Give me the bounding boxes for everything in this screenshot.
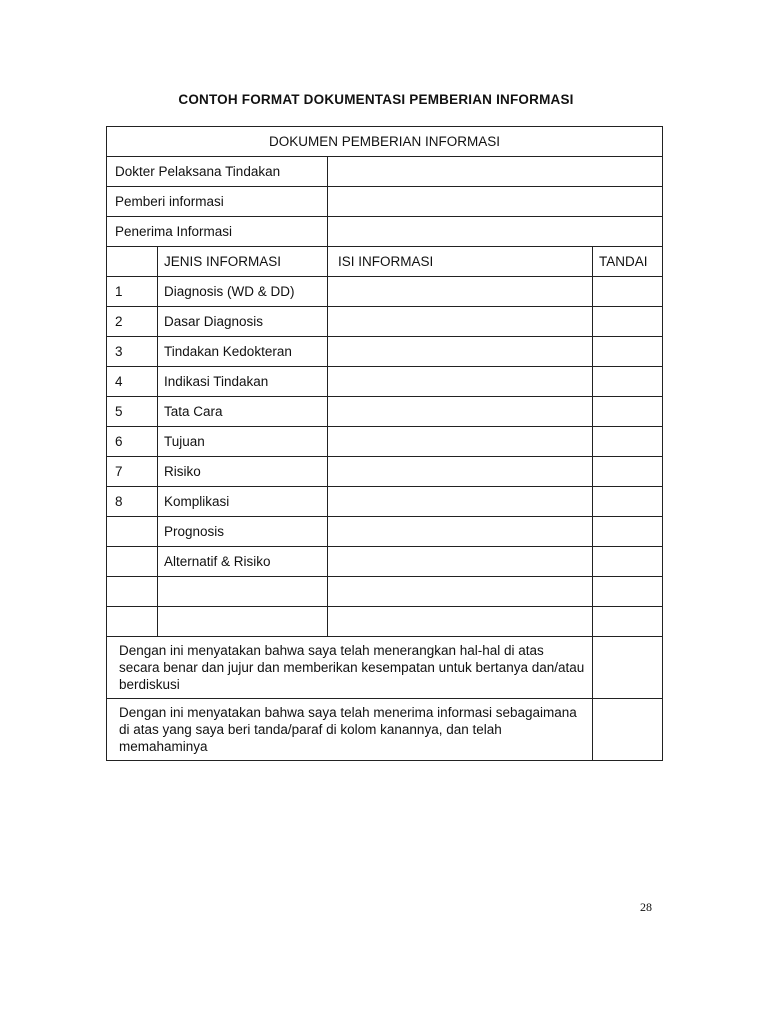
isi-informasi-field[interactable]	[328, 547, 593, 577]
info-value-field[interactable]	[328, 187, 663, 217]
tandai-cell[interactable]	[593, 337, 663, 367]
isi-informasi-field[interactable]	[328, 367, 593, 397]
tandai-cell[interactable]	[593, 577, 663, 607]
statement-text: Dengan ini menyatakan bahwa saya telah menerima informasi sebagaimana di atas yang saya beri tanda/paraf di kolom kanannya, dan telah memahaminya	[107, 699, 593, 761]
isi-informasi-field[interactable]	[328, 487, 593, 517]
info-value-field[interactable]	[328, 217, 663, 247]
info-value-field[interactable]	[328, 157, 663, 187]
item-number	[107, 547, 158, 577]
item-jenis: Risiko	[158, 457, 328, 487]
signature-cell[interactable]	[593, 637, 663, 699]
tandai-cell[interactable]	[593, 457, 663, 487]
isi-informasi-field[interactable]	[328, 397, 593, 427]
column-header-isi: ISI INFORMASI	[328, 247, 593, 277]
isi-informasi-field[interactable]	[328, 577, 593, 607]
item-number	[107, 517, 158, 547]
info-label: Penerima Informasi	[107, 217, 328, 247]
item-number: 8	[107, 487, 158, 517]
table-row	[107, 457, 663, 487]
item-jenis: Dasar Diagnosis	[158, 307, 328, 337]
isi-informasi-field[interactable]	[328, 607, 593, 637]
item-number: 2	[107, 307, 158, 337]
table-row	[107, 487, 663, 517]
item-number: 7	[107, 457, 158, 487]
item-number: 4	[107, 367, 158, 397]
tandai-cell[interactable]	[593, 517, 663, 547]
item-jenis: Tujuan	[158, 427, 328, 457]
column-header-no	[107, 247, 158, 277]
item-number: 5	[107, 397, 158, 427]
column-header-tanda: TANDAI	[593, 247, 663, 277]
table-row	[107, 607, 663, 637]
table-row	[107, 337, 663, 367]
tandai-cell[interactable]	[593, 277, 663, 307]
tandai-cell[interactable]	[593, 307, 663, 337]
item-number: 6	[107, 427, 158, 457]
statement-row	[107, 699, 663, 761]
item-number: 3	[107, 337, 158, 367]
table-row	[107, 397, 663, 427]
info-label: Dokter Pelaksana Tindakan	[107, 157, 328, 187]
page-number: 28	[640, 900, 652, 914]
table-heading: DOKUMEN PEMBERIAN INFORMASI	[107, 127, 663, 157]
isi-informasi-field[interactable]	[328, 337, 593, 367]
tandai-cell[interactable]	[593, 397, 663, 427]
item-jenis: Alternatif & Risiko	[158, 547, 328, 577]
item-jenis: Komplikasi	[158, 487, 328, 517]
info-row	[107, 157, 663, 187]
information-form-table	[106, 126, 663, 761]
tandai-cell[interactable]	[593, 367, 663, 397]
table-row	[107, 277, 663, 307]
tandai-cell[interactable]	[593, 487, 663, 517]
item-jenis	[158, 577, 328, 607]
isi-informasi-field[interactable]	[328, 427, 593, 457]
isi-informasi-field[interactable]	[328, 517, 593, 547]
tandai-cell[interactable]	[593, 427, 663, 457]
statement-text: Dengan ini menyatakan bahwa saya telah menerangkan hal-hal di atas secara benar dan jujur dan memberikan kesempatan untuk bertanya dan/atau berdiskusi	[107, 637, 593, 699]
info-row	[107, 217, 663, 247]
info-row	[107, 187, 663, 217]
table-row	[107, 517, 663, 547]
item-number	[107, 577, 158, 607]
isi-informasi-field[interactable]	[328, 307, 593, 337]
item-number: 1	[107, 277, 158, 307]
column-header-jenis: JENIS INFORMASI	[158, 247, 328, 277]
statement-row	[107, 637, 663, 699]
table-row	[107, 547, 663, 577]
item-jenis: Prognosis	[158, 517, 328, 547]
isi-informasi-field[interactable]	[328, 457, 593, 487]
table-row	[107, 577, 663, 607]
item-number	[107, 607, 158, 637]
table-row	[107, 307, 663, 337]
column-header-row	[107, 247, 663, 277]
table-row	[107, 367, 663, 397]
item-jenis	[158, 607, 328, 637]
table-heading-row	[107, 127, 663, 157]
page-title: CONTOH FORMAT DOKUMENTASI PEMBERIAN INFORMASI	[178, 92, 574, 107]
tandai-cell[interactable]	[593, 547, 663, 577]
item-jenis: Indikasi Tindakan	[158, 367, 328, 397]
item-jenis: Tindakan Kedokteran	[158, 337, 328, 367]
item-jenis: Diagnosis (WD & DD)	[158, 277, 328, 307]
table-row	[107, 427, 663, 457]
tandai-cell[interactable]	[593, 607, 663, 637]
signature-cell[interactable]	[593, 699, 663, 761]
info-label: Pemberi informasi	[107, 187, 328, 217]
isi-informasi-field[interactable]	[328, 277, 593, 307]
item-jenis: Tata Cara	[158, 397, 328, 427]
